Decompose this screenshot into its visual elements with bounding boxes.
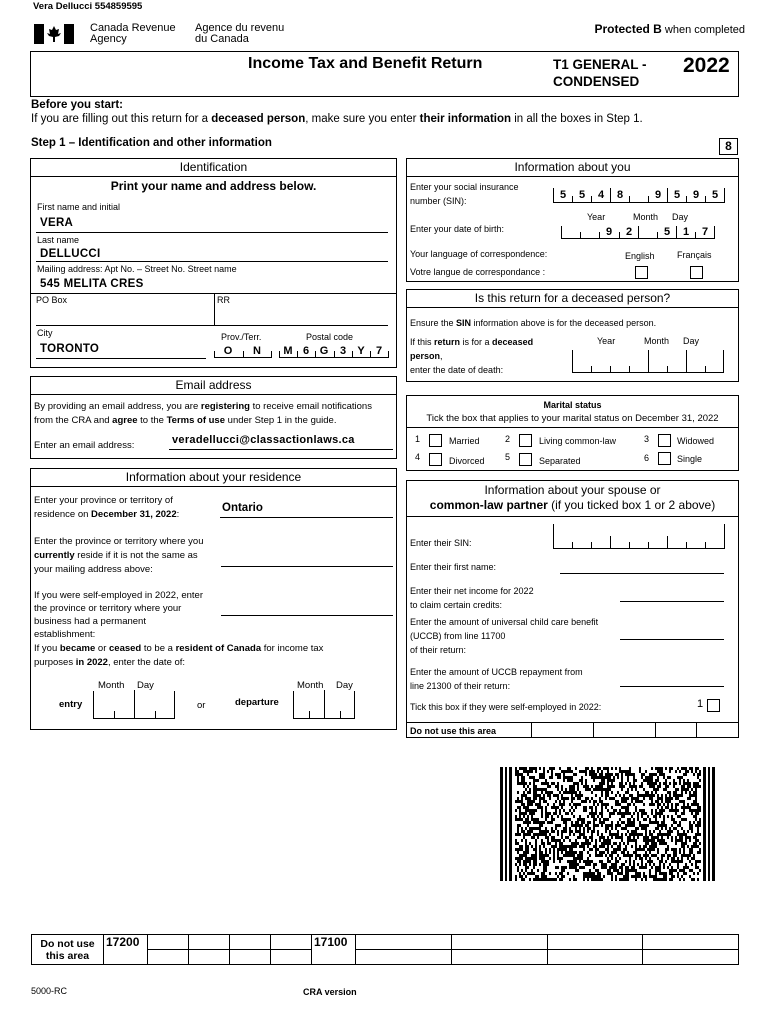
form-year: 2022	[683, 54, 730, 77]
became-resident-label: If you became or ceased to be a resident of Canada for income tax purposes in 2022, enter the date of:	[34, 643, 324, 668]
residence-header: Information about your residence	[31, 469, 396, 487]
before-start-heading: Before you start:	[31, 99, 124, 111]
marital-section: Marital status Tick the box that applies to your marital status on December 31, 2022 1 Married 2 Living common-law 3 Widowed 4 Divorced 5 Separated 6 Single	[406, 395, 739, 471]
widowed-checkbox[interactable]	[658, 434, 671, 447]
po-box-field[interactable]	[36, 307, 208, 325]
identification-header: Identification	[31, 159, 396, 177]
last-name-field[interactable]: DELLUCCI	[40, 248, 101, 260]
common-law-checkbox[interactable]	[519, 434, 532, 447]
spouse-section: Information about your spouse or common-law partner (if you ticked box 1 or 2 above) Enter their SIN: Enter their first name: Enter their net income for 2022 to claim certain credits: Enter the amount of universal child care benefit (UCCB) from line 11700 of their return: Enter the amount of UCCB repayment from line 21300 of their return: Tick this box if they were self-employed in 2022: 1 Do not use this area	[406, 480, 739, 738]
dob-year-label: Year	[587, 212, 606, 222]
single-checkbox[interactable]	[658, 452, 671, 465]
death-day-label: Day	[683, 336, 700, 346]
province-field[interactable]: Ontario	[222, 502, 263, 514]
deceased-date-label: If this return is for a deceased person, enter the date of death:	[410, 337, 534, 375]
deceased-section	[406, 289, 739, 382]
married-checkbox[interactable]	[429, 434, 442, 447]
sin-label: Enter your social insurance number (SIN):	[410, 182, 519, 206]
marital-header: Marital status	[543, 400, 602, 410]
entry-month-label: Month	[98, 680, 125, 691]
email-header: Email address	[31, 377, 396, 395]
spouse-uccb-repayment-label: Enter the amount of UCCB repayment from line 21300 of their return:	[410, 667, 583, 691]
sin-field[interactable]: 5 5 4 8 9 5 9 5	[553, 187, 725, 203]
rr-field[interactable]	[217, 307, 389, 325]
deceased-ensure-text: Ensure the SIN information above is for the deceased person.	[410, 318, 657, 328]
current-residence-label: Enter the province or territory where you currently reside if it is not the same as your mailing address above:	[34, 536, 204, 575]
print-label: Print your name and address below.	[110, 179, 317, 193]
about-you-section	[406, 158, 739, 282]
form-title: Income Tax and Benefit Return	[248, 55, 483, 72]
first-name-label: First name and initial	[37, 202, 121, 212]
email-enter-label: Enter an email address:	[34, 440, 135, 451]
identification-section	[30, 158, 397, 368]
single-label: Single	[677, 454, 703, 464]
dob-field[interactable]: 9 2 5 1 7	[561, 225, 715, 239]
spouse-first-name-label: Enter their first name:	[410, 562, 497, 572]
step1-heading: Step 1 – Identification and other information	[31, 137, 272, 149]
departure-date-field[interactable]	[293, 691, 355, 719]
agency-en: Canada Revenue Agency	[90, 22, 176, 45]
widowed-label: Widowed	[677, 436, 715, 446]
cra-version-label: CRA version	[303, 987, 357, 997]
email-section	[30, 376, 397, 459]
spouse-sin-label: Enter their SIN:	[410, 538, 472, 548]
departure-day-label: Day	[336, 680, 353, 691]
postal-code-field[interactable]: M 6 G 3 Y 7	[279, 345, 389, 358]
current-residence-field[interactable]	[221, 566, 393, 567]
before-start-text: If you are filling out this return for a deceased person, make sure you enter their information in all the boxes in Step 1.	[31, 113, 643, 125]
francais-checkbox[interactable]	[690, 266, 703, 279]
entry-day-label: Day	[137, 680, 154, 691]
spouse-uccb-label: Enter the amount of universal child care benefit (UCCB) from line 11700 of their return:	[410, 617, 599, 655]
dob-label: Enter your date of birth:	[410, 224, 505, 234]
bottom-do-not-use-label: Do not use this area	[32, 935, 104, 965]
code-17200: 17200	[104, 935, 148, 965]
barcode-image	[500, 767, 715, 881]
death-date-field[interactable]	[572, 351, 724, 373]
entry-date-field[interactable]	[93, 691, 175, 719]
rr-label: RR	[217, 295, 230, 305]
spouse-self-employed-checkbox[interactable]	[707, 699, 720, 712]
marital-instruction: Tick the box that applies to your marital status on December 31, 2022	[426, 413, 719, 424]
title-box	[30, 51, 739, 97]
city-label: City	[37, 328, 53, 338]
divorced-checkbox[interactable]	[429, 453, 442, 466]
about-you-header: Information about you	[407, 159, 738, 177]
spouse-first-name-field[interactable]	[560, 573, 724, 574]
self-employed-label: If you were self-employed in 2022, enter the province or territory where your business had a permanent establishment:	[34, 590, 203, 640]
last-name-label: Last name	[37, 235, 80, 245]
separated-label: Separated	[539, 456, 581, 466]
spouse-sin-field[interactable]	[553, 525, 725, 549]
death-year-label: Year	[597, 336, 616, 346]
step1-box-number: 8	[719, 138, 738, 155]
spouse-net-income-label: Enter their net income for 2022 to claim certain credits:	[410, 586, 534, 610]
spouse-uccb-field[interactable]	[620, 639, 724, 640]
departure-month-label: Month	[297, 680, 324, 691]
prov-label: Prov./Terr.	[221, 332, 262, 342]
protected-label: Protected B when completed	[594, 22, 745, 36]
code-17100: 17100	[312, 935, 356, 965]
self-employed-province-field[interactable]	[221, 615, 393, 616]
english-label: English	[625, 251, 655, 261]
agency-fr: Agence du revenu du Canada	[195, 22, 285, 45]
spouse-do-not-use-area: Do not use this area	[407, 722, 738, 738]
mailing-address-label: Mailing address: Apt No. – Street No. Street name	[37, 264, 237, 274]
mailing-address-field[interactable]: 545 MELITA CRES	[40, 278, 144, 290]
spouse-self-employed-label: Tick this box if they were self-employed in 2022:	[410, 702, 602, 712]
deceased-header: Is this return for a deceased person?	[407, 290, 738, 308]
email-field[interactable]: veradellucci@classactionlaws.ca	[172, 434, 355, 446]
dob-day-label: Day	[672, 212, 689, 222]
spouse-net-income-field[interactable]	[620, 601, 724, 602]
residence-section	[30, 468, 397, 730]
married-label: Married	[449, 436, 480, 446]
email-note: By providing an email address, you are registering to receive email notifications from the CRA and agree to the Terms of use under Step 1 in the guide.	[34, 401, 372, 426]
canada-flag-icon	[34, 24, 74, 44]
first-name-field[interactable]: VERA	[40, 217, 74, 229]
prov-field[interactable]: O N	[214, 345, 272, 358]
common-law-label: Living common-law	[539, 436, 617, 446]
separated-checkbox[interactable]	[519, 453, 532, 466]
postal-code-label: Postal code	[306, 332, 354, 342]
language-label-fr: Votre langue de correspondance :	[410, 267, 546, 277]
spouse-header: Information about your spouse or common-law partner (if you ticked box 1 or 2 above)	[407, 481, 738, 517]
po-box-label: PO Box	[36, 295, 68, 305]
divorced-label: Divorced	[449, 456, 485, 466]
dob-month-label: Month	[633, 212, 659, 222]
spouse-uccb-repayment-field[interactable]	[620, 686, 724, 687]
city-field[interactable]: TORONTO	[40, 343, 100, 355]
form-number: 5000-RC	[31, 986, 68, 996]
departure-label: departure	[235, 697, 279, 708]
filer-tag: Vera Dellucci 554859595	[33, 1, 143, 12]
english-checkbox[interactable]	[635, 266, 648, 279]
bottom-do-not-use-table	[31, 934, 739, 965]
province-label: Enter your province or territory of residence on December 31, 2022:	[34, 495, 180, 520]
death-month-label: Month	[644, 336, 670, 346]
entry-label: entry	[59, 699, 83, 710]
or-label: or	[197, 700, 206, 711]
form-type: T1 GENERAL - CONDENSED	[553, 57, 647, 89]
language-label: Your language of correspondence:	[410, 249, 548, 259]
francais-label: Français	[677, 250, 712, 260]
